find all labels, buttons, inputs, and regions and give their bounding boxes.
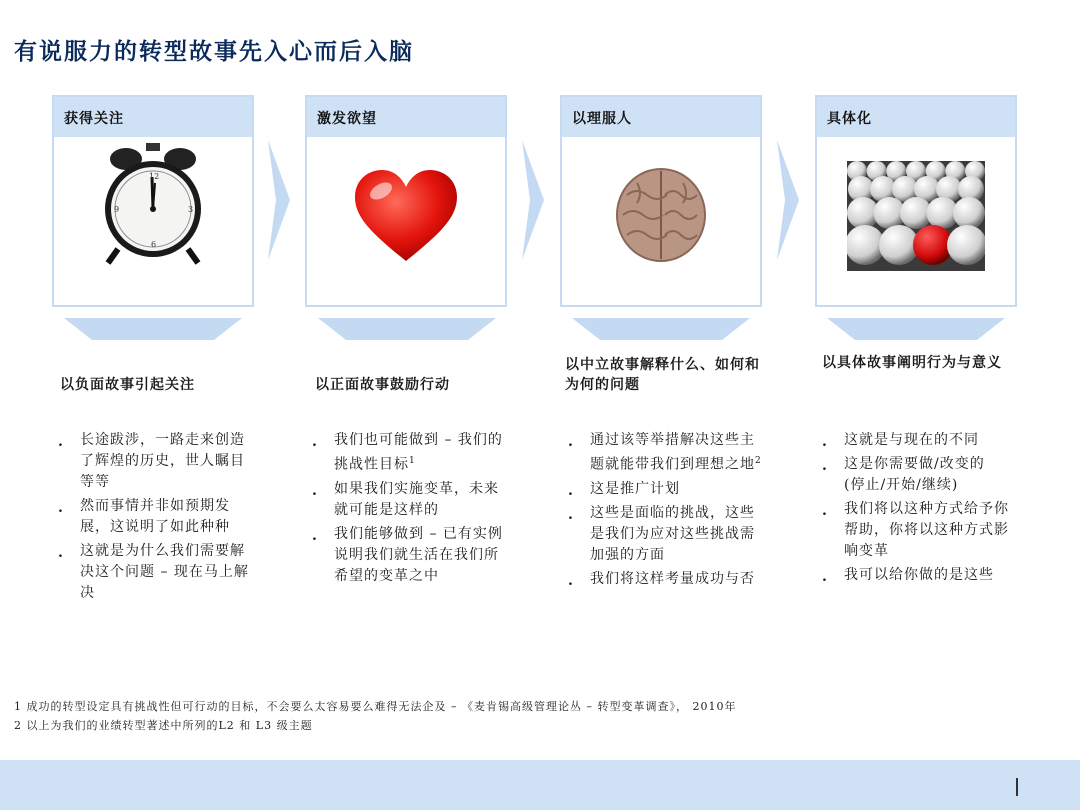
alarm-clock-icon — [98, 137, 208, 267]
list-item: . 这是推广计划 — [566, 479, 766, 500]
list-item: . 我们能够做到 – 已有实例说明我们就生活在我们所希望的变革之中 — [310, 524, 510, 587]
chevron-down-icon — [572, 318, 750, 340]
card-inspire-desire — [305, 95, 507, 307]
bullet-list — [820, 430, 1020, 589]
column-subtitle: 以负面故事引起关注 — [60, 377, 195, 393]
footer-band — [0, 760, 1080, 810]
list-item: . 长途跋涉，一路走来创造了辉煌的历史，世人瞩目等等 — [56, 430, 256, 493]
bullet-list — [56, 430, 256, 607]
white-ball — [953, 197, 985, 229]
list-item: . 我们将以这种方式给予你帮助，你将以这种方式影响变革 — [820, 499, 1020, 562]
column-subtitle: 以正面故事鼓励行动 — [315, 377, 450, 393]
list-item: . 这就是为什么我们需要解决这个问题 – 现在马上解决 — [56, 541, 256, 604]
brain-icon — [613, 165, 709, 265]
list-item: . 如果我们实施变革，未来就可能是这样的 — [310, 479, 510, 521]
card-concretize — [815, 95, 1017, 307]
arrow-right-icon — [522, 140, 544, 260]
card-header: 具体化 — [817, 97, 1015, 137]
footnote: 2 以上为我们的业绩转型著述中所列的L2 和 L3 级主题 — [14, 719, 313, 732]
list-item: . 我们也可能做到 – 我们的挑战性目标$^1$ — [310, 430, 510, 476]
list-item: . 这就是与现在的不同 — [820, 430, 1020, 451]
list-item: . 这是你需要做/改变的 — [820, 454, 1020, 475]
card-get-attention — [52, 95, 254, 307]
column-subtitle: 以中立故事解释什么、如何和为何的问题 — [565, 357, 760, 393]
bullet-list — [566, 430, 766, 593]
page-title: 有说服力的转型故事先入心而后入脑 — [14, 38, 414, 65]
card-header: 激发欲望 — [307, 97, 505, 137]
card-header: 以理服人 — [562, 97, 760, 137]
list-item: (停止/开始/继续) — [844, 477, 959, 493]
chevron-down-icon — [318, 318, 496, 340]
red-ball-among-white-balls-icon — [847, 161, 985, 271]
svg-text:9: 9 — [114, 205, 120, 214]
list-item: . 我可以给你做的是这些 — [820, 565, 1020, 586]
list-item: . 我们将这样考量成功与否 — [566, 569, 766, 590]
heart-icon — [351, 167, 461, 267]
card-header: 获得关注 — [54, 97, 252, 137]
list-item: . 通过该等举措解决这些主题就能带我们到理想之地$^2$ — [566, 430, 766, 476]
column-subtitle: 以具体故事阐明行为与意义 — [822, 355, 1002, 371]
chevron-down-icon — [827, 318, 1005, 340]
arrow-right-icon — [777, 140, 799, 260]
list-item: . 这些是面临的挑战，这些是我们为应对这些挑战需加强的方面 — [566, 503, 766, 566]
footnote: 1 成功的转型设定具有挑战性但可行动的目标，不会要么太容易要么难得无法企及 – 《麦肯锡高级管理论丛 – 转型变革调查》， 2010年 — [14, 700, 737, 713]
svg-text:12: 12 — [149, 172, 160, 181]
list-item: . 然而事情并非如预期发展，这说明了如此种种 — [56, 496, 256, 538]
bullet-list — [310, 430, 510, 590]
svg-text:3: 3 — [188, 205, 194, 214]
svg-text:6: 6 — [151, 240, 157, 249]
card-reason — [560, 95, 762, 307]
footer-divider — [1016, 778, 1018, 796]
arrow-right-icon — [268, 140, 290, 260]
chevron-down-icon — [64, 318, 242, 340]
